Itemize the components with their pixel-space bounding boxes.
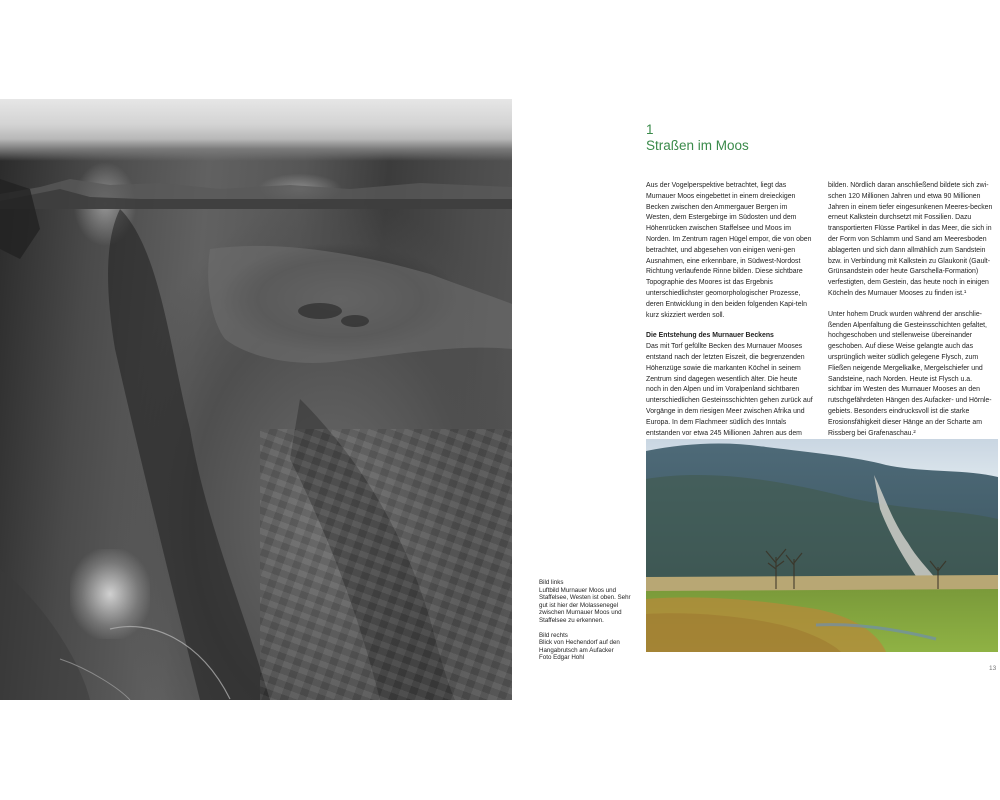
caption-left-text: Luftbild Murnauer Moos und Staffelsee, Westen ist oben. Sehr gut ist hier der Molassenegel zwischen Murnauer Moos und Staffelsee zu erkennen. — [539, 586, 631, 624]
intro-paragraph: Aus der Vogelperspektive betrachtet, liegt das Murnauer Moos eingebettet in einem dreieckigen Becken zwischen den Ammergauer Bergen im Westen, dem Estergebirge im Südosten und dem Höhenrücken zwischen Staffelsee und Moos im Norden. Im Zentrum ragen Hügel empor, die von oben betrachtet, und abgesehen von einigen weni-gen Ausnahmen, eine erkennbare, in Südwest-Nordost Richtung verlaufende Rinne bilden. Diese sichtbare Topographie des Moores ist das Ergebnis unterschiedlichster geomorphologischer Prozesse, deren Entwicklung in den beiden folgenden Kapi-teln kurz skizziert werden soll. — [646, 182, 812, 319]
caption-right-title: Bild rechts — [539, 631, 568, 639]
caption-right-block — [539, 632, 639, 662]
text-column-right — [828, 181, 996, 449]
chapter-heading — [646, 122, 749, 154]
section-heading: Die Entstehung des Murnauer Beckens — [646, 332, 774, 340]
field-texture — [260, 429, 512, 700]
chapter-title: Straßen im Moos — [646, 138, 749, 153]
caption-right-text: Blick von Hechendorf auf den Hangabrutsch am Aufacker — [539, 639, 620, 654]
chapter-number: 1 — [646, 122, 654, 137]
body-paragraph: bilden. Nördlich daran anschließend bildete sich zwi-schen 120 Millionen Jahren und etwa 90 Millionen Jahren in einem tiefer eingesunkenen Meeres-becken erneut Kalkstein durchsetzt mit Fossilien. Dazu transportierten Flüsse Partikel in das Meer, die sich in der Form von Schlamm und Sand am Meeresboden ablagerten und sich dann allmählich zum Sandstein bzw. in Verbindung mit Kalkstein zu Glaukonit (Gault-Grünsandstein oder heute Garschella-Formation) verfestigten, dem Gestein, das heute noch in einigen Köcheln des Murnauer Mooses zu finden ist.¹ — [828, 182, 993, 297]
image-caption — [539, 579, 639, 669]
caption-left-block — [539, 579, 639, 625]
town-area — [70, 549, 150, 639]
landscape-illustration — [646, 439, 998, 652]
caption-right-credit: Foto Edgar Hohl — [539, 654, 585, 662]
aerial-photo — [0, 99, 512, 700]
body-paragraph: Unter hohem Druck wurden während der anschlie-ßenden Alpenfaltung die Gesteinsschichten gefaltet, hochgeschoben und stellenweise übereinander geschoben. Auf diese Weise gelangte auch das ursprünglich weiter südlich gelegene Flysch, zum Fließen neigende Mergelkalke, Mergelschiefer und Sandsteine, nach Norden. Heute ist Flysch u.a. sichtbar im Westen des Murnauer Mooses an den rutschgefährdeten Hängen des Aufacker- und Hörnle-gebiets. Besonders eindrucksvoll ist die starke Erosionsfähigkeit dieser Hänge an der Scharte am Rissberg bei Grafenaschau.² — [828, 310, 992, 437]
landscape-photo — [646, 439, 998, 652]
text-column-left — [646, 181, 814, 471]
caption-left-title: Bild links — [539, 579, 564, 586]
page-number: 13 — [989, 665, 997, 672]
body-paragraph: Das mit Torf gefüllte Becken des Murnauer Mooses entstand nach der letzten Eiszeit, die begrenzenden Höhenzüge sowie die markanten Köchel in seinem Zentrum sind dagegen wesentlich älter. Die heute noch in den Alpen und im Voralpenland sichtbaren unterschiedlichen Gesteinsschichten gehen zurück auf Vorgänge in dem riesigen Meer zwischen Afrika und Europa. In dem Flachmeer südlich des Inntals entstanden vor etwa 245 Millionen Jahren aus dem — [646, 343, 813, 437]
